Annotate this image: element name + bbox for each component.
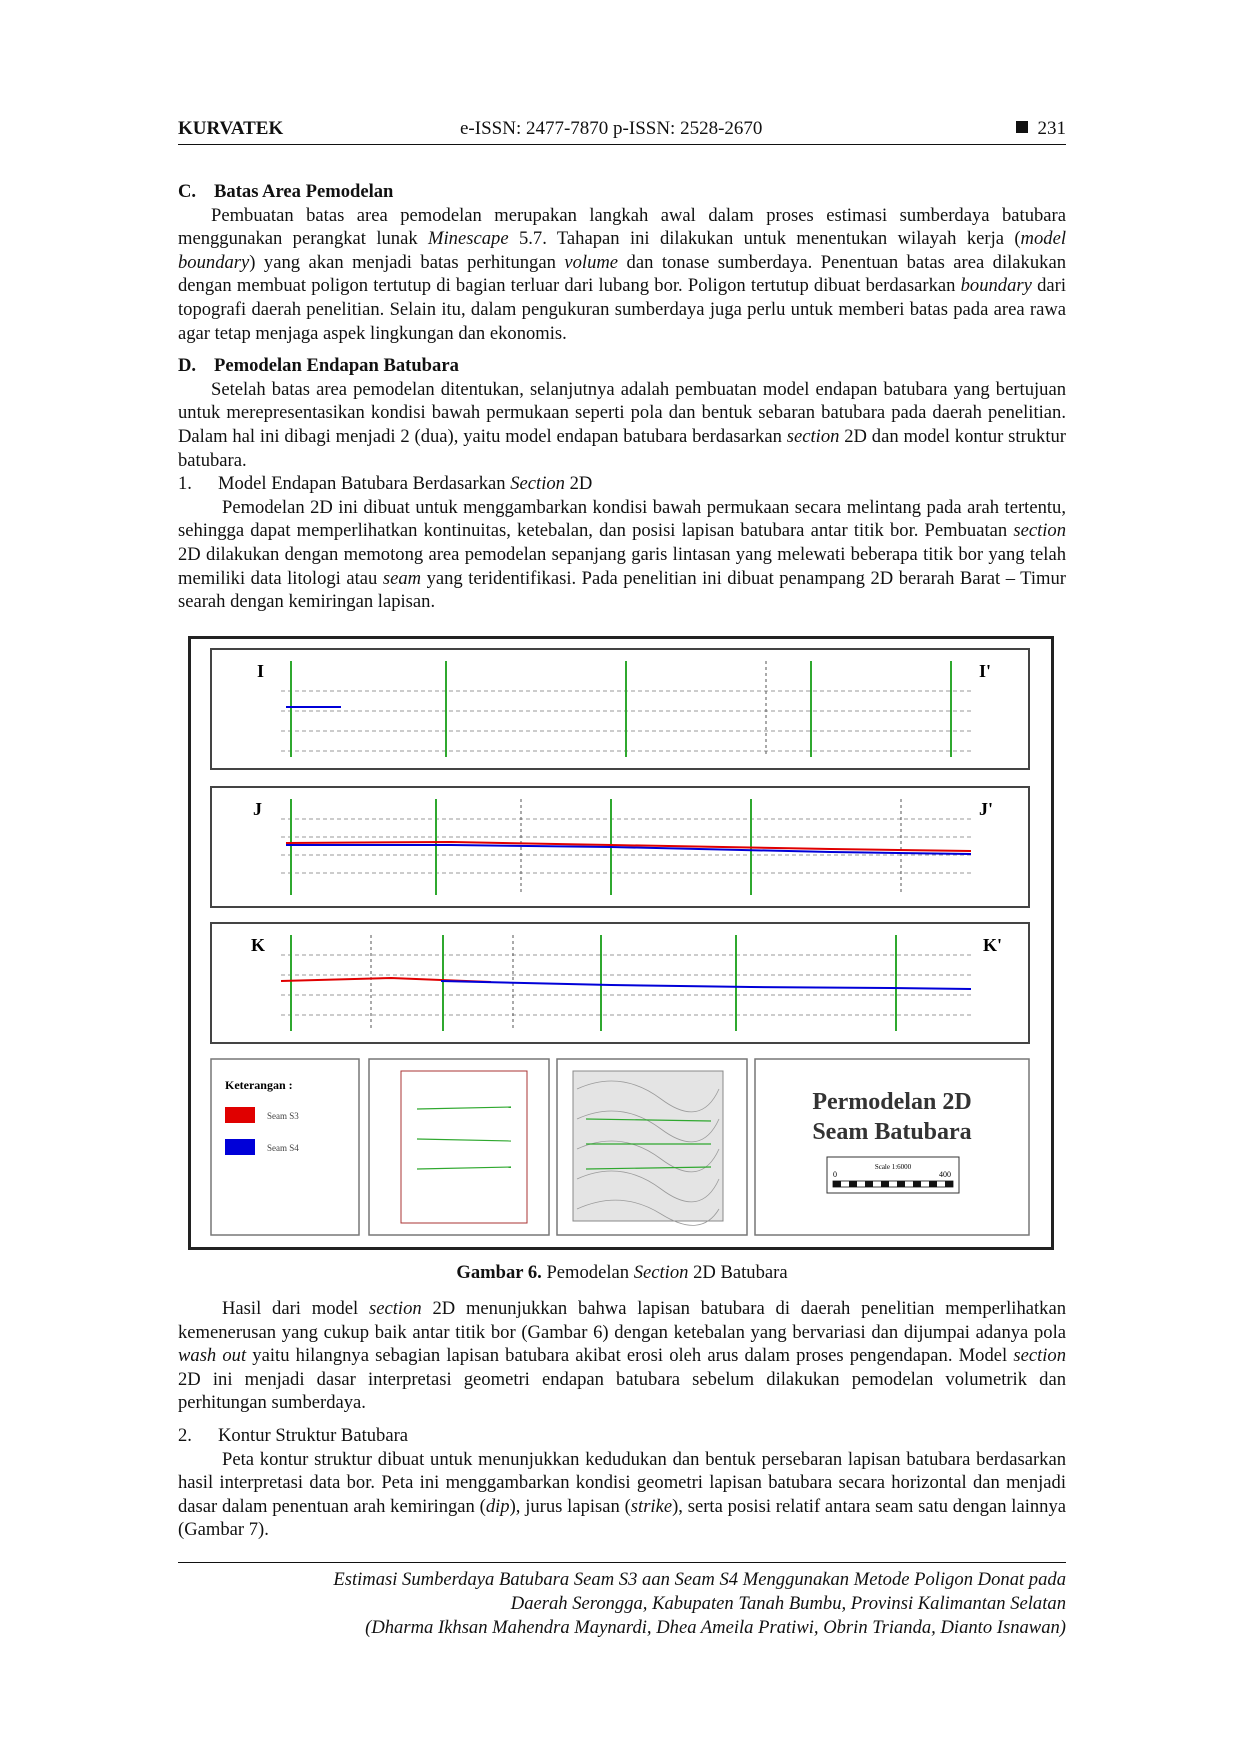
- item-2-heading: 2. Kontur Struktur Batubara: [178, 1424, 409, 1446]
- section-d-paragraph: Setelah batas area pemodelan ditentukan, selanjutnya adalah pembuatan model endapan batubara yang bertujuan untuk merepresentasikan kondisi bawah permukaan seperti pola dan bentuk sebaran batubara pada daerah penelitian. Dalam hal ini dibagi menjadi 2 (dua), yaitu model endapan batubara berdasarkan section 2D dan model kontur struktur batubara.: [178, 378, 1066, 471]
- panel-j-left-label: J: [253, 799, 262, 819]
- panel-i-left-label: I: [257, 661, 265, 681]
- figure-title-line1: Permodelan 2D: [812, 1089, 972, 1115]
- footer-line-2: Daerah Serongga, Kabupaten Tanah Bumbu, Provinsi Kalimantan Selatan: [510, 1593, 1066, 1614]
- section-c-heading: C. Batas Area Pemodelan: [178, 181, 394, 202]
- panel-i-right-label: I': [979, 661, 992, 681]
- scale-text: Scale 1:6000: [874, 1163, 912, 1171]
- running-header: [178, 118, 1066, 145]
- topographic-map-panel: [557, 1059, 747, 1235]
- section-c-paragraph: Pembuatan batas area pemodelan merupakan langkah awal dalam proses estimasi sumberdaya batubara menggunakan perangkat lunak Minescape 5.7. Tahapan ini dilakukan untuk menentukan wilayah kerja (model boundary) yang akan menjadi batas perhitungan volume dan tonase sumberdaya. Penentuan batas area dilakukan dengan membuat poligon tertutup di bagian terluar dari lubang bor. Poligon tertutup dibuat berdasarkan boundary dari topografi daerah penelitian. Selain itu, dalam pengukuran sumberdaya juga perlu untuk memberi batas pada area rawa agar tetap menjaga aspek lingkungan dan ekonomis.: [178, 204, 1067, 344]
- issn-text: e-ISSN: 2477-7870 p-ISSN: 2528-2670: [460, 118, 763, 139]
- item-2-paragraph: Peta kontur struktur dibuat untuk menunjukkan kedudukan dan bentuk persebaran lapisan batubara berdasarkan hasil interpretasi data bor. Peta ini menggambarkan kondisi geometri lapisan batubara secara horizontal dan menjadi dasar dalam penentuan arah kemiringan (dip), jurus lapisan (strike), serta posisi relatif antara seam satu dengan lainnya (Gambar 7).: [178, 1448, 1067, 1541]
- cross-section-i: [211, 649, 1029, 769]
- panel-k-right-label: K': [983, 935, 1003, 955]
- legend-title: Keterangan :: [225, 1078, 293, 1092]
- body-text-top: [178, 180, 1066, 614]
- section-d-heading: D. Pemodelan Endapan Batubara: [178, 355, 459, 377]
- body-text-bottom: [178, 1297, 1066, 1542]
- legend-swatch-s3: [225, 1107, 255, 1123]
- result-paragraph: Hasil dari model section 2D menunjukkan bahwa lapisan batubara di daerah penelitian memperlihatkan kemenerusan yang cukup baik antar titik bor (Gambar 6) dengan ketebalan yang bervariasi dan dijumpai adanya pola wash out yaitu hilangnya sebagian lapisan batubara akibat erosi oleh arus dalam proses pengendapan. Model section 2D ini menjadi dasar interpretasi geometri endapan batubara sebelum dilakukan pemodelan volumetrik dan perhitungan sumberdaya.: [178, 1298, 1067, 1414]
- index-map-panel: [369, 1059, 549, 1235]
- figure-6: [188, 636, 1054, 1250]
- journal-name: KURVATEK: [178, 118, 284, 139]
- scale-end: 400: [939, 1170, 951, 1179]
- panel-k-frame: [211, 923, 1029, 1043]
- figure-6-caption: Gambar 6. Pemodelan Section 2D Batubara: [456, 1262, 788, 1283]
- legend-label-s4: Seam S4: [267, 1143, 299, 1153]
- item-1-heading: 1. Model Endapan Batubara Berdasarkan Section 2D: [178, 473, 593, 495]
- running-footer: [178, 1568, 1066, 1640]
- legend-swatch-s4: [225, 1139, 255, 1155]
- cross-section-k: [211, 923, 1029, 1043]
- scale-start: 0: [833, 1170, 837, 1179]
- cross-section-j: [211, 787, 1029, 907]
- square-bullet-icon: [1016, 121, 1028, 133]
- figure-title-line2: Seam Batubara: [812, 1119, 972, 1145]
- title-block-panel: [755, 1059, 1029, 1235]
- legend-label-s3: Seam S3: [267, 1111, 299, 1121]
- item-1-paragraph: Pemodelan 2D ini dibuat untuk menggambarkan kondisi bawah permukaan secara melintang pada arah tertentu, sehingga dapat memperlihatkan kontinuitas, ketebalan, dan posisi lapisan batubara antar titik bor. Pembuatan section 2D dilakukan dengan memotong area pemodelan sepanjang garis lintasan yang melewati beberapa titik bor yang telah memiliki data litologi atau seam yang teridentifikasi. Pada penelitian ini dibuat penampang 2D berarah Barat – Timur searah dengan kemiringan lapisan.: [178, 496, 1066, 613]
- legend-panel: [211, 1059, 359, 1235]
- footer-rule: [178, 1562, 1066, 1563]
- footer-line-1: Estimasi Sumberdaya Batubara Seam S3 aan Seam S4 Menggunakan Metode Poligon Donat pada: [333, 1569, 1066, 1590]
- panel-j-right-label: J': [979, 799, 994, 819]
- panel-k-left-label: K: [251, 935, 266, 955]
- page-number-value: 231: [1037, 118, 1066, 139]
- footer-line-3: (Dharma Ikhsan Mahendra Maynardi, Dhea Ameila Pratiwi, Obrin Trianda, Dianto Isnawan): [365, 1617, 1066, 1638]
- section-2d-figure: [191, 639, 1051, 1247]
- page-number: [1016, 118, 1067, 140]
